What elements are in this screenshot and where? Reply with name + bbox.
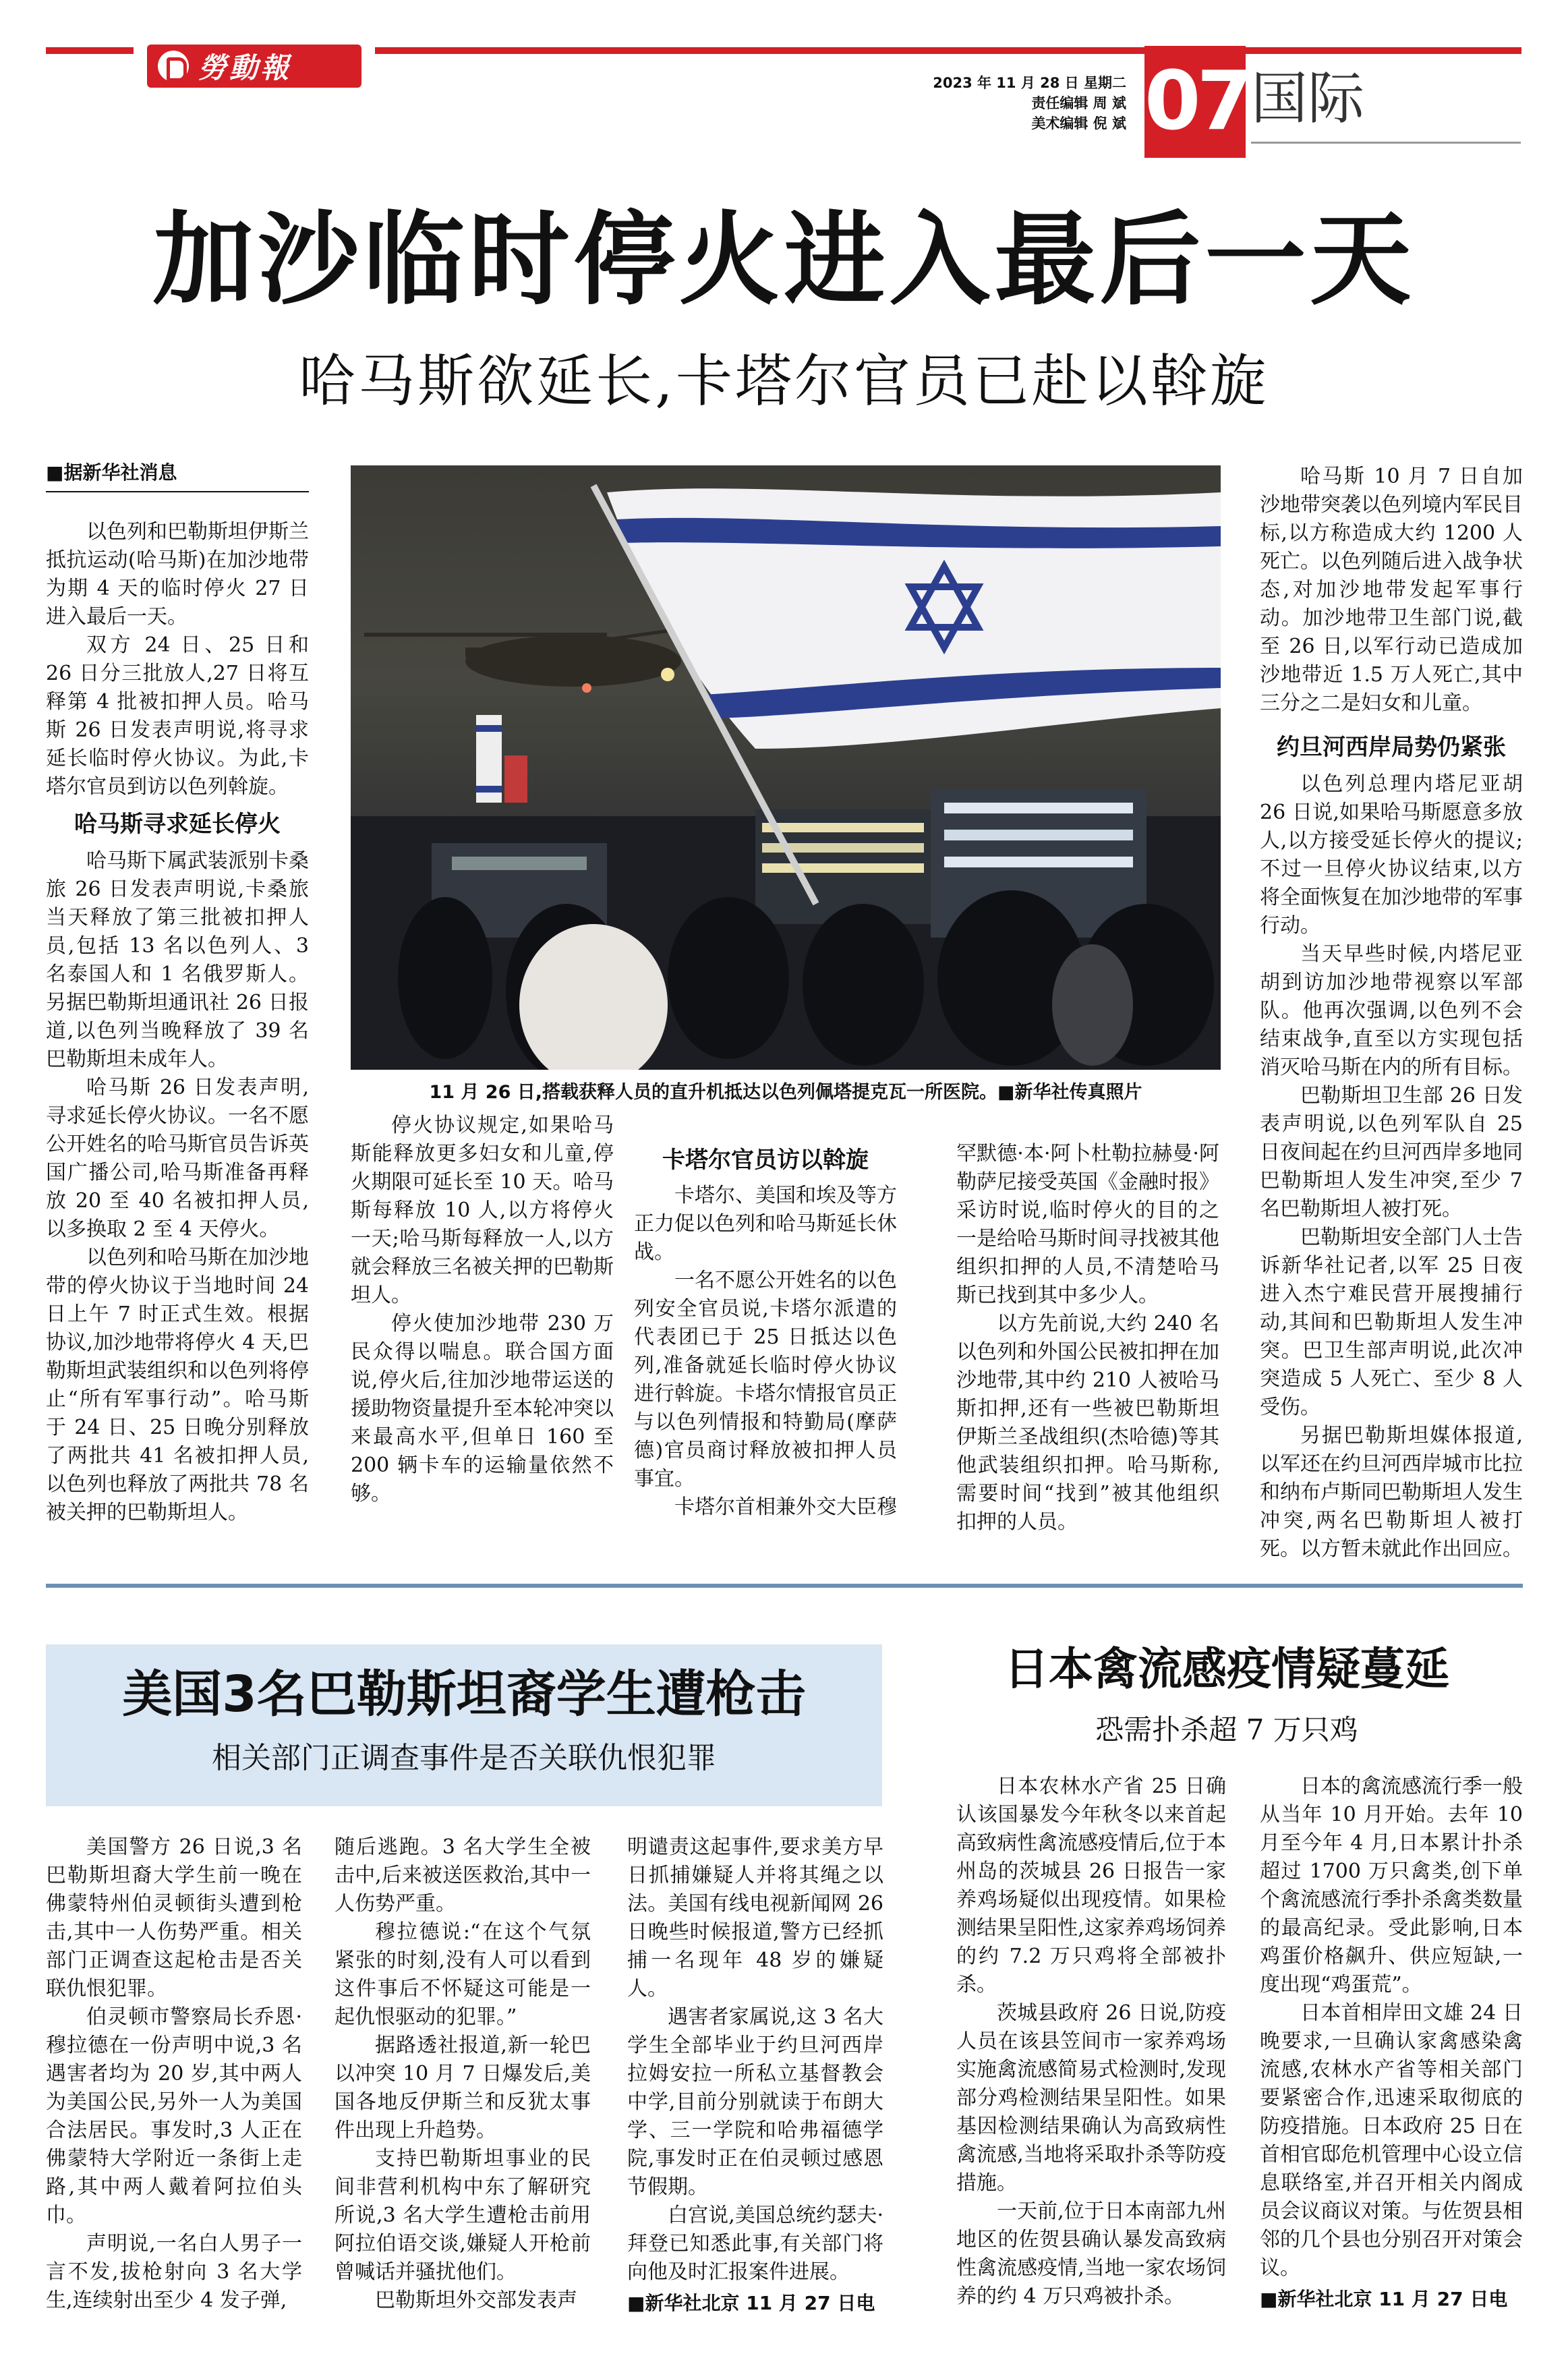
story3-headline: 日本禽流感疫情疑蔓延 [1004, 1643, 1449, 1695]
paragraph: 巴勒斯坦卫生部 26 日发表声明说,以色列军队自 25 日夜间起在约旦河西岸多地同巴勒斯坦人发生冲突,至少 7 名巴勒斯坦人被打死。 [1260, 1084, 1523, 1221]
lead-byline: ■据新华社消息 [46, 459, 309, 492]
subhead-westbank: 约旦河西岸局势仍紧张 [1277, 734, 1506, 761]
paragraph: 卡塔尔首相兼外交大臣穆 [674, 1495, 897, 1519]
paragraph: 巴勒斯坦安全部门人士告诉新华社记者,以军 25 日夜进入杰宁难民营开展搜捕行动,其间和巴勒斯坦人发生冲突。巴卫生部声明说,此次冲突造成 5 人死亡、至少 8 人受伤。 [1260, 1226, 1523, 1419]
newspaper-logo [147, 45, 361, 88]
story2-column-3 [627, 1833, 883, 2318]
paragraph: 以方先前说,大约 240 名以色列和外国公民被扣押在加沙地带,其中约 210 人被哈马斯扣押,还有一些被巴勒斯坦伊斯兰圣战组织(杰哈德)等其他武装组织扣押。哈马斯称,需要时间“找到”被其他组织扣押的人员。 [956, 1312, 1219, 1534]
story2-column-2 [335, 1833, 591, 2315]
paragraph: 茨城县政府 26 日说,防疫人员在该县笠间市一家养鸡场实施禽流感简易式检测时,发现部分鸡检测结果呈阳性。如果基因检测结果确认为高致病性禽流感,当地将采取扑杀等防疫措施。 [956, 2001, 1226, 2195]
issue-meta [850, 73, 1126, 134]
story3-subheadline: 恐需扑杀超 7 万只鸡 [1095, 1713, 1358, 1746]
paragraph: 以色列总理内塔尼亚胡 26 日说,如果哈马斯愿意多放人,以方接受延长停火的提议;不过一旦停火协议结束,以方将全面恢复在加沙地带的军事行动。 [1260, 772, 1523, 938]
paragraph: 一天前,位于日本南部九州地区的佐贺县确认暴发高致病性禽流感疫情,当地一家农场饲养的约 4 万只鸡被扑杀。 [956, 2200, 1226, 2308]
paragraph: 日本首相岸田文雄 24 日晚要求,一旦确认家禽感染禽流感,农林水产省等相关部门要紧密合作,迅速采取彻底的防疫措施。日本政府 25 日在首相官邸危机管理中心设立信息联络室,并召开相关内阁成员会议商议对策。与佐贺县相邻的几个县也分别召开对策会议。 [1260, 2001, 1523, 2280]
paragraph: 以色列和哈马斯在加沙地带的停火协议于当地时间 24 日上午 7 时正式生效。根据协议,加沙地带将停火 4 天,巴勒斯坦武装组织和以色列将停止“所有军事行动”。哈马斯于 24 日、25 日晚分别释放了两批共 41 名被扣押人员,以色列也释放了两批共 78 名被关押的巴勒斯坦人。 [46, 1246, 309, 1524]
top-rule-right [375, 47, 1521, 54]
paragraph: 一名不愿公开姓名的以色列安全官员说,卡塔尔派遣的代表团已于 25 日抵达以色列,准备就延长临时停火协议进行斡旋。卡塔尔情报官员正与以色列情报和特勤局(摩萨德)官员商讨释放被扣押人员事宜。 [634, 1269, 897, 1491]
paragraph: 美国警方 26 日说,3 名巴勒斯坦裔大学生前一晚在佛蒙特州伯灵顿街头遭到枪击,其中一人伤势严重。相关部门正调查这起枪击是否关联仇恨犯罪。 [46, 1835, 302, 2001]
paragraph: 明谴责这起事件,要求美方早日抓捕嫌疑人并将其绳之以法。美国有线电视新闻网 26 日晚些时候报道,警方已经抓捕一名现年 48 岁的嫌疑人。 [627, 1835, 883, 2001]
paragraph: 当天早些时候,内塔尼亚胡到访加沙地带视察以军部队。他再次强调,以色列不会结束战争,直至以方实现包括消灭哈马斯在内的所有目标。 [1260, 942, 1523, 1079]
paragraph: 白宫说,美国总统约瑟夫·拜登已知悉此事,有关部门将向他及时汇报案件进展。 [627, 2204, 883, 2284]
story3-column-1 [956, 1773, 1226, 2311]
paragraph: 日本农林水产省 25 日确认该国暴发今年秋冬以来首起高致病性禽流感疫情后,位于本州岛的茨城县 26 日报告一家养鸡场疑似出现疫情。如果检测结果呈阳性,这家养鸡场饲养的约 7.2 万只鸡将全部被扑杀。 [956, 1775, 1226, 1996]
paragraph: 据路透社报道,新一轮巴以冲突 10 月 7 日爆发后,美国各地反伊斯兰和反犹太事件出现上升趋势。 [335, 2034, 591, 2142]
paragraph: 随后逃跑。3 名大学生全被击中,后来被送医救治,其中一人伤势严重。 [335, 1835, 591, 1916]
logo-text: 勞動報 [198, 51, 292, 84]
paragraph: 伯灵顿市警察局长乔恩·穆拉德在一份声明中说,3 名遇害者均为 20 岁,其中两人为美国公民,另外一人为美国合法居民。事发时,3 人正在佛蒙特大学附近一条街上走路,其中两人戴着阿拉伯头巾。 [46, 2005, 302, 2227]
section-divider [46, 1584, 1523, 1588]
page-number: 07 [1144, 46, 1246, 158]
story2-column-1 [46, 1833, 302, 2315]
lead-column-4 [956, 1140, 1219, 1536]
paragraph: 卡塔尔、美国和埃及等方正力促以色列和哈马斯延长休战。 [634, 1184, 897, 1264]
art-editor-line: 美术编辑 倪 斌 [1031, 115, 1126, 132]
story3-column-2 [1260, 1773, 1523, 2314]
story2-dateline: ■新华社北京 11 月 27 日电 [627, 2292, 875, 2314]
paragraph: 声明说,一名白人男子一言不发,拔枪射向 3 名大学生,连续射出至少 4 发子弹, [46, 2232, 302, 2312]
section-rule [1251, 142, 1521, 144]
lead-column-2 [351, 1112, 614, 1508]
lead-column-3 [634, 1140, 897, 1522]
paragraph: 另据巴勒斯坦媒体报道,以军还在约旦河西岸城市比拉和纳布卢斯同巴勒斯坦人发生冲突,两名巴勒斯坦人被打死。以方暂未就此作出回应。 [1260, 1424, 1523, 1561]
paragraph: 停火协议规定,如果哈马斯能释放更多妇女和儿童,停火期限可延长至 10 天。哈马斯每释放 10 人,以方将停火一天;哈马斯每释放一人,以方就会释放三名被关押的巴勒斯坦人。 [351, 1114, 614, 1307]
paragraph: 巴勒斯坦外交部发表声 [375, 2289, 577, 2312]
lead-photo [351, 465, 1221, 1070]
lead-column-1 [46, 459, 309, 1527]
paragraph: 哈马斯下属武装派别卡桑旅 26 日发表声明说,卡桑旅当天释放了第三批被扣押人员,包括 13 名以色列人、3 名泰国人和 1 名俄罗斯人。另据巴勒斯坦通讯社 26 日报道,以色列当晚释放了 39 名巴勒斯坦未成年人。 [46, 849, 309, 1071]
issue-date: 2023 年 11 月 28 日 星期二 [933, 75, 1126, 91]
photo-caption: 11 月 26 日,搭载获释人员的直升机抵达以色列佩塔提克瓦一所医院。■新华社传真照片 [429, 1082, 1142, 1103]
section-name: 国际 [1251, 65, 1365, 132]
paragraph: 哈马斯 26 日发表声明,寻求延长停火协议。一名不愿公开姓名的哈马斯官员告诉英国广播公司,哈马斯准备再释放 20 至 40 名被扣押人员,以多换取 2 至 4 天停火。 [46, 1076, 309, 1241]
israeli-flag-small [476, 715, 502, 803]
helicopter-flag-image [351, 465, 1221, 1070]
paragraph: 以色列和巴勒斯坦伊斯兰抵抗运动(哈马斯)在加沙地带为期 4 天的临时停火 27 日进入最后一天。 [46, 520, 309, 629]
story2-headline: 美国3名巴勒斯坦裔学生遭枪击 [122, 1665, 806, 1723]
paragraph: 双方 24 日、25 日和 26 日分三批放人,27 日将互释第 4 批被扣押人员。哈马斯 26 日发表声明说,将寻求延长临时停火协议。为此,卡塔尔官员到访以色列斡旋。 [46, 633, 309, 799]
lead-subheadline: 哈马斯欲延长,卡塔尔官员已赴以斡旋 [299, 348, 1269, 414]
subhead-qatar: 卡塔尔官员访以斡旋 [662, 1147, 869, 1174]
story2-headline-box [46, 1644, 882, 1806]
paragraph: 支持巴勒斯坦事业的民间非营利机构中东了解研究所说,3 名大学生遭枪击前用阿拉伯语交谈,嫌疑人开枪前曾喊话并骚扰他们。 [335, 2147, 591, 2284]
story2-subheadline: 相关部门正调查事件是否关联仇恨犯罪 [212, 1741, 716, 1775]
paragraph: 日本的禽流感流行季一般从当年 10 月开始。去年 10 月至今年 4 月,日本累计扑杀超过 1700 万只禽类,创下单个禽流感流行季扑杀禽类数量的最高纪录。受此影响,日本鸡蛋价格飙升、供应短缺,一度出现“鸡蛋荒”。 [1260, 1775, 1523, 1996]
story3-dateline: ■新华社北京 11 月 27 日电 [1260, 2288, 1508, 2310]
paragraph: 哈马斯 10 月 7 日自加沙地带突袭以色列境内军民目标,以方称造成大约 1200 人死亡。以色列随后进入战争状态,对加沙地带发起军事行动。加沙地带卫生部门说,截至 26 日,以军行动已造成加沙地带近 1.5 万人死亡,其中三分之二是妇女和儿童。 [1260, 465, 1523, 715]
lead-headline: 加沙临时停火进入最后一天 [152, 202, 1416, 319]
paragraph: 遇害者家属说,这 3 名大学生全部毕业于约旦河西岸拉姆安拉一所私立基督教会中学,目前分别就读于布朗大学、三一学院和哈弗福德学院,事发时正在伯灵顿过感恩节假期。 [627, 2005, 883, 2199]
logo-icon [158, 51, 189, 82]
paragraph: 穆拉德说:“在这个气氛紧张的时刻,没有人可以看到这件事后不怀疑这可能是一起仇恨驱动的犯罪。” [335, 1920, 591, 2029]
top-rule-left [46, 47, 134, 54]
editor-line: 责任编辑 周 斌 [1031, 95, 1126, 111]
paragraph: 罕默德·本·阿卜杜勒拉赫曼·阿勒萨尼接受英国《金融时报》采访时说,临时停火的目的之一是给哈马斯时间寻找被其他组织扣押的人员,不清楚哈马斯已找到其中多少人。 [956, 1142, 1219, 1307]
lead-column-5 [1260, 463, 1523, 1563]
subhead-hamas: 哈马斯寻求延长停火 [74, 811, 281, 838]
paragraph: 停火使加沙地带 230 万民众得以喘息。联合国方面说,停火后,往加沙地带运送的援助物资量提升至本轮冲突以来最高水平,但单日 160 至 200 辆卡车的运输量依然不够。 [351, 1312, 614, 1505]
